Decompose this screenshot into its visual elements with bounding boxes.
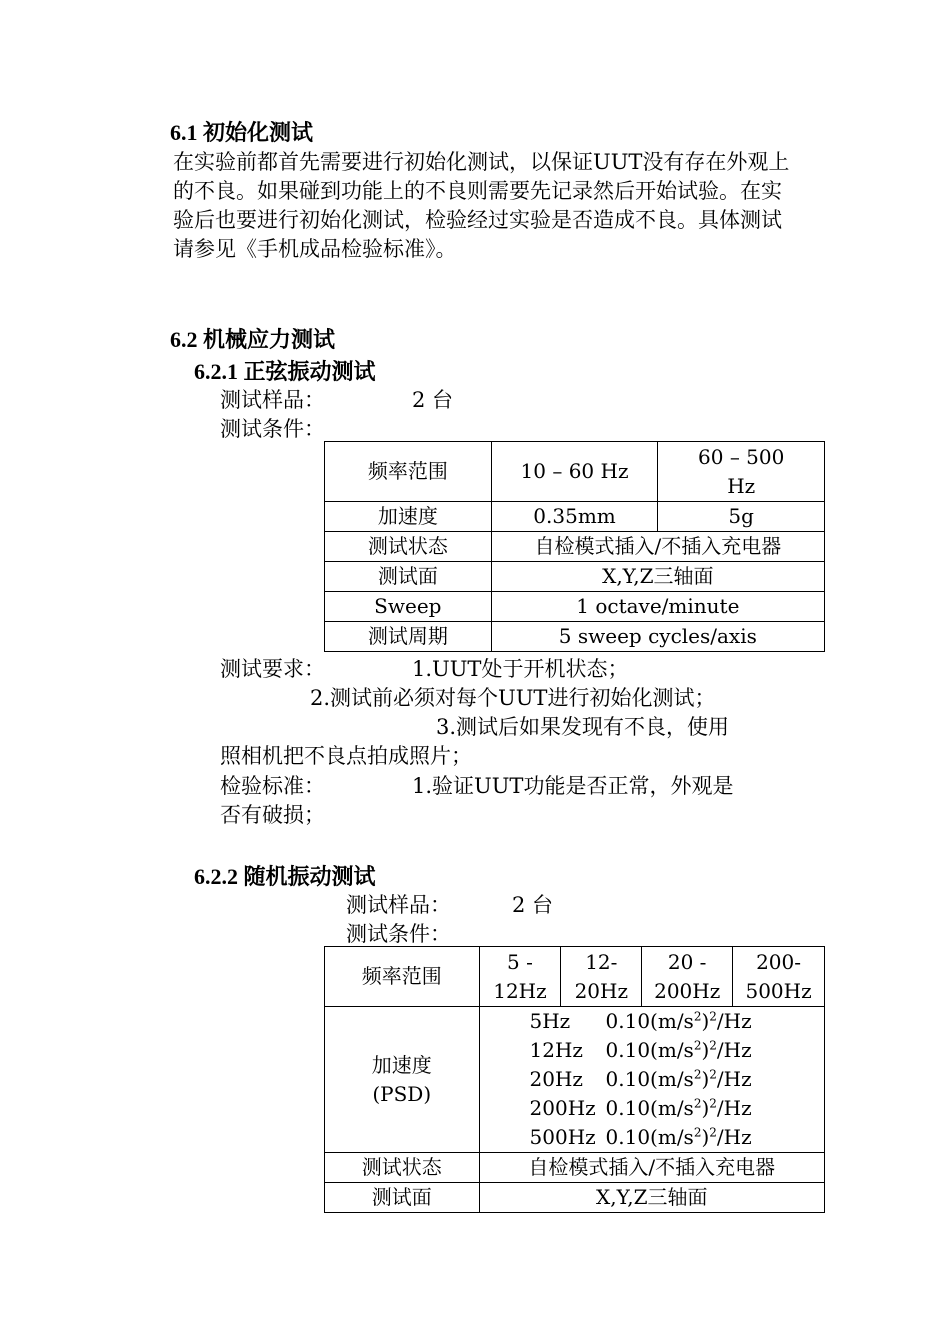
psd-values	[479, 1007, 824, 1153]
accel-label: 加速度	[325, 502, 492, 532]
random-state-label: 测试状态	[325, 1153, 480, 1183]
requirement-3: 3.测试后如果发现有不良，使用	[436, 715, 730, 739]
psd-line: 500Hz $0.10(m/s^2)^2/Hz$	[529, 1125, 752, 1149]
random-samples-value: 2 台	[512, 893, 554, 917]
sweep-label: Sweep	[325, 592, 492, 622]
sweep-value: 1 octave/minute	[491, 592, 824, 622]
section-6-2-heading: 6.2 机械应力测试	[170, 327, 336, 352]
psd-line: 12Hz $0.10(m/s^2)^2/Hz$	[529, 1038, 752, 1062]
samples-value: 2 台	[412, 388, 454, 412]
random-face-label: 测试面	[325, 1183, 480, 1213]
face-value: X,Y,Z三轴面	[491, 562, 824, 592]
random-conditions-label: 测试条件：	[346, 922, 451, 946]
freq-range-2: 60 – 500 Hz	[658, 442, 825, 502]
period-value: 5 sweep cycles/axis	[491, 622, 824, 652]
requirement-1: 1.UUT处于开机状态；	[412, 657, 629, 681]
psd-label: 加速度 (PSD)	[325, 1007, 480, 1153]
face-label: 测试面	[325, 562, 492, 592]
state-label: 测试状态	[325, 532, 492, 562]
state-value: 自检模式插入/不插入充电器	[491, 532, 824, 562]
random-face-value: X,Y,Z三轴面	[479, 1183, 824, 1213]
random-state-value: 自检模式插入/不插入充电器	[479, 1153, 824, 1183]
random-freq-label: 频率范围	[325, 947, 480, 1007]
band-4: 200- 500Hz	[733, 947, 825, 1007]
standard-1: 1.验证UUT功能是否正常，外观是	[412, 774, 734, 798]
conditions-label: 测试条件：	[220, 417, 325, 441]
psd-line: 200Hz $0.10(m/s^2)^2/Hz$	[529, 1096, 752, 1120]
section-6-2-1-heading: 6.2.1 正弦振动测试	[194, 359, 376, 384]
requirements-label: 测试要求：	[220, 657, 325, 681]
standard-1-cont: 否有破损；	[220, 803, 325, 827]
requirement-3-cont: 照相机把不良点拍成照片；	[220, 744, 472, 768]
requirement-2: 2.测试前必须对每个UUT进行初始化测试；	[310, 686, 716, 710]
period-label: 测试周期	[325, 622, 492, 652]
accel-value-1: 0.35mm	[491, 502, 658, 532]
sine-vibration-table	[324, 441, 825, 652]
section-6-1-heading: 6.1 初始化测试	[170, 120, 314, 145]
accel-value-2: 5g	[658, 502, 825, 532]
band-2: 12- 20Hz	[561, 947, 642, 1007]
section-6-1-body: 在实验前都首先需要进行初始化测试，以保证UUT没有存在外观上的不良。如果碰到功能上的不良则需要先记录然后开始试验。在实验后也要进行初始化测试，检验经过实验是否造成不良。具体测试请参见《手机成品检验标准》。	[173, 150, 790, 261]
band-1: 5 - 12Hz	[479, 947, 561, 1007]
standard-label: 检验标准：	[220, 774, 325, 798]
psd-line: 20Hz $0.10(m/s^2)^2/Hz$	[529, 1067, 752, 1091]
freq-range-1: 10 – 60 Hz	[491, 442, 658, 502]
random-vibration-table	[324, 946, 825, 1213]
psd-line: 5Hz $0.10(m/s^2)^2/Hz$	[529, 1009, 752, 1033]
samples-label: 测试样品：	[220, 388, 325, 412]
section-6-2-2-heading: 6.2.2 随机振动测试	[194, 864, 376, 889]
band-3: 20 - 200Hz	[642, 947, 733, 1007]
freq-label: 频率范围	[325, 442, 492, 502]
random-samples-label: 测试样品：	[346, 893, 451, 917]
